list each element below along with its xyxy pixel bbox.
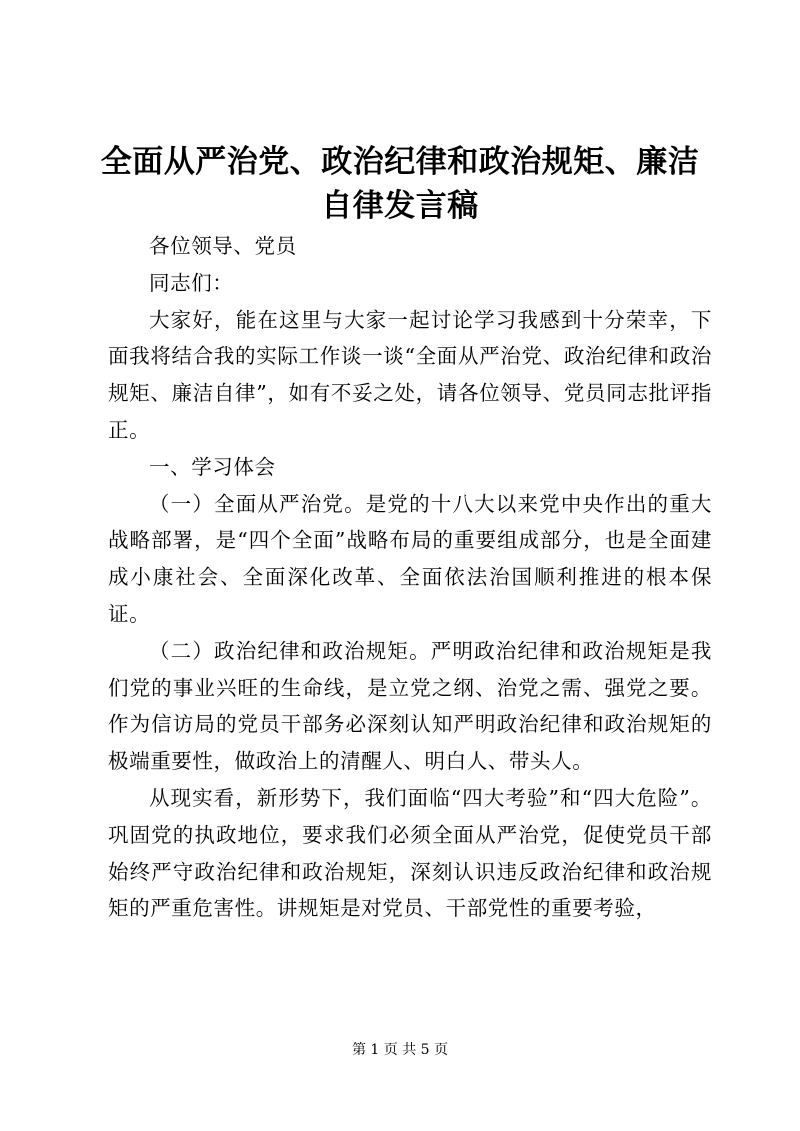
intro-paragraph: 大家好，能在这里与大家一起讨论学习我感到十分荣幸，下面我将结合我的实际工作谈一谈“全面从严治党、政治纪律和政治规矩、廉洁自律”，如有不妥之处，请各位领导、党员同志批评指正。 [108,307,712,442]
salutation-line-2: 同志们： [149,270,234,295]
document-body [108,228,712,927]
body-paragraph: （二）政治纪律和政治规矩。严明政治纪律和政治规矩是我们党的事业兴旺的生命线，是立党之纲、治党之需、强党之要。作为信访局的党员干部务必深刻认知严明政治纪律和政治规矩的极端重要性，做政治上的清醒人、明白人、带头人。 [108,638,712,774]
section-heading: 一、学习体会 [149,454,276,479]
salutation-line-1: 各位领导、党员 [149,234,297,258]
body-paragraph: 从现实看，新形势下，我们面临“四大考验”和“四大危险”。巩固党的执政地位，要求我们必须全面从严治党，促使党员干部始终严守政治纪律和政治规矩，深刻认识违反政治纪律和政治规矩的严重危害性。讲规矩是对党员、干部党性的重要考验， [108,785,712,921]
body-paragraph: （一）全面从严治党。是党的十八大以来党中央作出的重大战略部署，是“四个全面”战略布局的重要组成部分，也是全面建成小康社会、全面深化改革、全面依法治国顺利推进的根本保证。 [108,491,712,626]
page-number-footer: 第 1 页 共 5 页 [351,1042,449,1058]
document-title: 全面从严治党、政治纪律和政治规矩、廉洁自律发言稿 [100,144,700,224]
